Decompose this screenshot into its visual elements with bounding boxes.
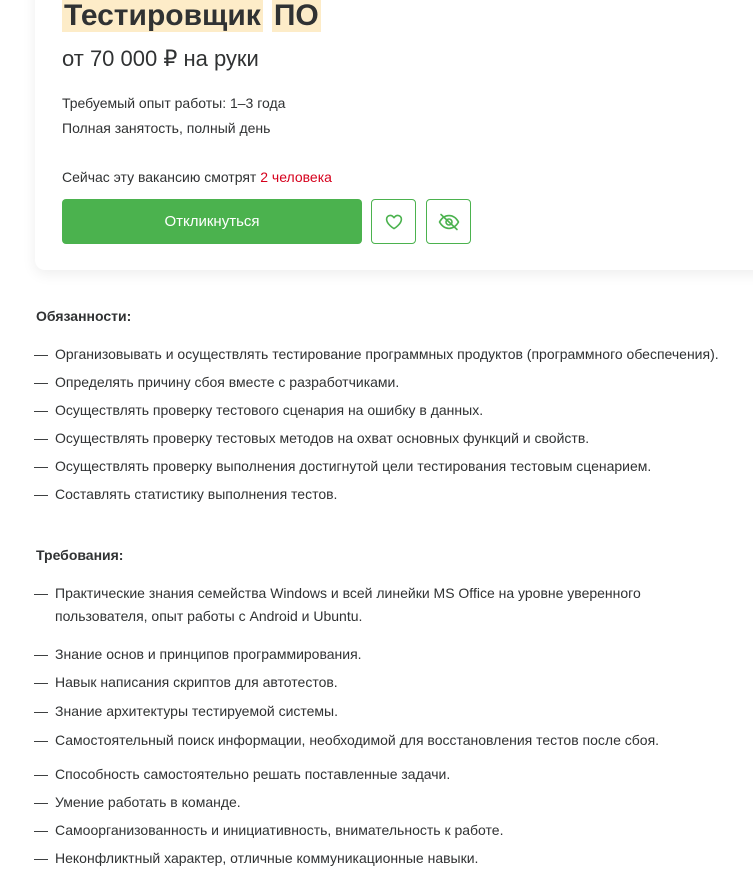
vacancy-title-word: ПО — [273, 0, 319, 32]
list-item — [34, 847, 734, 870]
list-item — [34, 763, 734, 786]
list-item — [34, 643, 734, 666]
list-item — [34, 483, 734, 506]
vacancy-title — [62, 0, 321, 38]
list-item — [34, 582, 734, 628]
list-item — [34, 729, 734, 752]
list-dash: — — [34, 732, 48, 748]
employment-text: Полная занятость, полный день — [62, 120, 271, 136]
list-dash: — — [34, 674, 48, 690]
hide-vacancy-button[interactable] — [426, 199, 471, 244]
list-item-text: Умение работать в команде. — [55, 794, 241, 810]
list-item-text: Осуществлять проверку тестовых методов на охват основных функций и свойств. — [55, 430, 590, 446]
list-dash: — — [34, 430, 48, 446]
list-dash: — — [34, 346, 48, 362]
list-dash: — — [34, 703, 48, 719]
list-item-text: Практические знания семейства Windows и всей линейки MS Office на уровне уверенного пользователя, опыт работы с Android и Ubuntu. — [55, 585, 641, 624]
favorite-button[interactable] — [371, 199, 416, 244]
duties-list — [34, 343, 734, 506]
list-item-text: Определять причину сбоя вместе с разработчиками. — [55, 374, 400, 390]
list-dash: — — [34, 766, 48, 782]
eye-crossed-icon — [438, 213, 460, 231]
list-item — [34, 343, 734, 366]
list-item — [34, 455, 734, 478]
requirements-heading: Требования: — [36, 547, 124, 563]
requirements-list — [34, 582, 734, 870]
list-dash: — — [34, 585, 48, 601]
salary: от 70 000 ₽ на руки — [62, 46, 259, 71]
watchers-text — [62, 167, 332, 187]
list-item-text: Способность самостоятельно решать поставленные задачи. — [55, 766, 451, 782]
vacancy-title-word: Тестировщик — [64, 0, 261, 32]
list-item — [34, 427, 734, 450]
apply-button[interactable]: Откликнуться — [62, 199, 362, 244]
list-item-text: Навык написания скриптов для автотестов. — [55, 674, 338, 690]
duties-heading: Обязанности: — [36, 308, 132, 324]
list-dash: — — [34, 458, 48, 474]
list-item — [34, 819, 734, 842]
list-dash: — — [34, 822, 48, 838]
list-dash: — — [34, 486, 48, 502]
list-dash: — — [34, 646, 48, 662]
list-item-text: Знание основ и принципов программирования. — [55, 646, 362, 662]
heart-icon — [385, 214, 403, 230]
list-dash: — — [34, 794, 48, 810]
list-item — [34, 791, 734, 814]
list-item-text: Самостоятельный поиск информации, необходимой для восстановления тестов после сбоя. — [55, 732, 660, 748]
list-item-text: Организовывать и осуществлять тестирование программных продуктов (программного обеспечения). — [55, 346, 719, 362]
list-dash: — — [34, 850, 48, 866]
list-item — [34, 671, 734, 694]
list-item-text: Знание архитектуры тестируемой системы. — [55, 703, 339, 719]
list-item — [34, 700, 734, 723]
list-dash: — — [34, 402, 48, 418]
list-item-text: Осуществлять проверку тестового сценария на ошибку в данных. — [55, 402, 484, 418]
list-item — [34, 399, 734, 422]
watchers-prefix: Сейчас эту вакансию смотрят — [62, 169, 257, 185]
list-item-text: Неконфликтный характер, отличные коммуникационные навыки. — [55, 850, 479, 866]
watchers-count: 2 человека — [260, 169, 332, 185]
experience-text: Требуемый опыт работы: 1–3 года — [62, 95, 286, 111]
list-item — [34, 371, 734, 394]
list-item-text: Самоорганизованность и инициативность, внимательность к работе. — [55, 822, 504, 838]
list-item-text: Осуществлять проверку выполнения достигнутой цели тестирования тестовым сценарием. — [55, 458, 652, 474]
list-dash: — — [34, 374, 48, 390]
list-item-text: Составлять статистику выполнения тестов. — [55, 486, 338, 502]
